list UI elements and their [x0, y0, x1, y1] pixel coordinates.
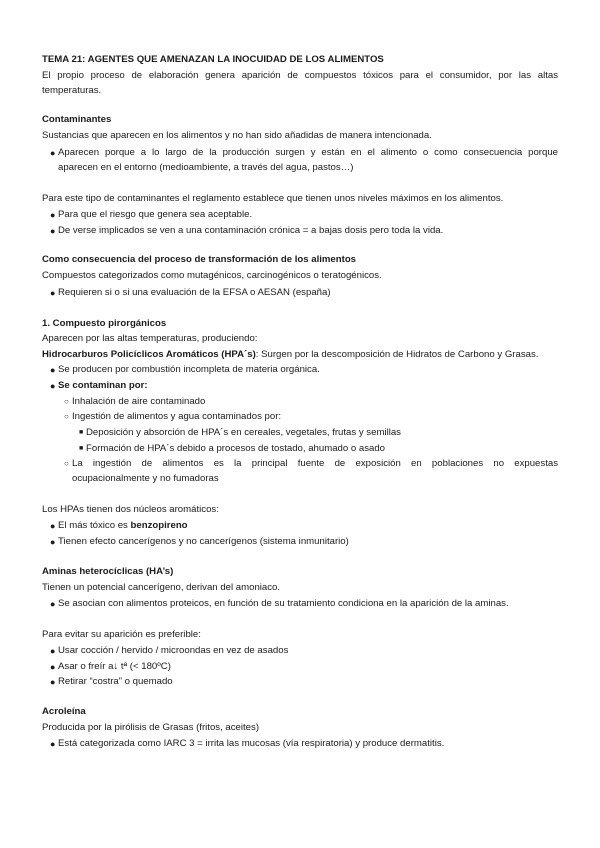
bullet-icon: ● [50, 288, 56, 298]
circle-bullet-icon: ○ [64, 397, 69, 406]
square-bullet-icon: ■ [79, 445, 84, 452]
pirorganicos-bullet-4: Tienen efecto cancerígenos y no cancerígenos (sistema inmunitario) [58, 536, 349, 547]
pirorganicos-bullet-3 [58, 518, 188, 534]
bullet-icon: ● [50, 537, 56, 547]
bullet-icon: ● [50, 210, 56, 220]
sub-item-3-line-2: ocupacionalmente y no fumadoras [72, 473, 219, 484]
acroleina-text: Producida por la pirólisis de Grasas (fritos, aceites) [42, 722, 260, 733]
circle-bullet-icon: ○ [64, 412, 69, 421]
bullet-icon: ● [50, 226, 56, 236]
acroleina-bullet: Está categorizada como IARC 3 = irrita las mucosas (vía respiratoria) y produce dermatitis. [58, 738, 445, 749]
bullet-icon: ● [50, 365, 56, 375]
sub-item-1: Inhalación de aire contaminado [72, 396, 206, 407]
bullet-icon: ● [50, 662, 56, 672]
contaminantes-bullet-1-line-2: aparecen en el entorno (medioambiente, a través del agua, pastos…) [58, 162, 354, 173]
document-title: TEMA 21: AGENTES QUE AMENAZAN LA INOCUIDAD DE LOS ALIMENTOS [42, 54, 384, 65]
reglamento-text: Para este tipo de contaminantes el reglamento establece que tienen unos niveles máximos en los alimentos. [42, 193, 504, 204]
bullet-icon: ● [50, 381, 56, 391]
bullet-icon: ● [50, 677, 56, 687]
contaminantes-bullet-1-line-1: Aparecen porque a lo largo de la producción surgen y están en el alimento o como consecuencia porque [58, 147, 558, 158]
aminas-text: Tienen un potencial cancerígeno, derivan del amoniaco. [42, 582, 281, 593]
bullet-icon: ● [50, 599, 56, 609]
sub-item-2: Ingestión de alimentos y agua contaminados por: [72, 411, 282, 422]
bullet-icon: ● [50, 646, 56, 656]
intro-line-2: temperaturas. [42, 85, 102, 96]
pirorganicos-bullet-1: Se producen por combustión incompleta de materia orgánica. [58, 364, 320, 375]
pirorganicos-heading: 1. Compuesto pirorgánicos [42, 318, 167, 329]
evitar-bullet-2: Asar o freír a↓ tª (< 180ºC) [58, 661, 171, 672]
square-bullet-icon: ■ [79, 429, 84, 436]
circle-bullet-icon: ○ [64, 459, 69, 468]
subsub-item-1: Deposición y absorción de HPA´s en cereales, vegetales, frutas y semillas [86, 427, 401, 438]
contaminantes-bullet-3: De verse implicados se ven a una contaminación crónica = a bajas dosis pero toda la vida. [58, 225, 444, 236]
bullet-icon: ● [50, 739, 56, 749]
sub-item-3-line-1: La ingestión de alimentos es la principal fuente de exposición en poblaciones no expuestas [72, 458, 558, 469]
benzopireno-term: benzopireno [130, 520, 188, 531]
aminas-heading: Aminas heterocíclicas (HA’s) [42, 566, 174, 577]
contaminantes-bullet-2: Para que el riesgo que genera sea aceptable. [58, 209, 253, 220]
consecuencia-heading: Como consecuencia del proceso de transformación de los alimentos [42, 254, 357, 265]
consecuencia-text: Compuestos categorizados como mutagénicos, carcinogénicos o teratogénicos. [42, 270, 382, 281]
bullet-icon: ● [50, 521, 56, 531]
consecuencia-bullet: Requieren si o si una evaluación de la EFSA o AESAN (españa) [58, 287, 331, 298]
pirorganicos-bullet-2: Se contaminan por: [58, 380, 148, 391]
aminas-bullet: Se asocian con alimentos proteicos, en función de su tratamiento condiciona en la aparición de la aminas. [58, 598, 509, 609]
intro-line-1: El propio proceso de elaboración genera aparición de compuestos tóxicos para el consumidor, por las altas [42, 70, 558, 81]
acroleina-heading: Acroleína [42, 706, 86, 717]
evitar-bullet-1: Usar cocción / hervido / microondas en vez de asados [58, 645, 289, 656]
hpa-term: Hidrocarburos Policíclicos Aromáticos (HPA´s) [42, 349, 256, 360]
subsub-item-2: Formación de HPA´s debido a procesos de tostado, ahumado o asado [86, 443, 386, 454]
bullet-icon: ● [50, 148, 56, 158]
evitar-text: Para evitar su aparición es preferible: [42, 629, 201, 640]
pirorganicos-text: Aparecen por las altas temperaturas, produciendo: [42, 333, 258, 344]
evitar-bullet-3: Retirar “costra” o quemado [58, 676, 173, 687]
hpa-definition [42, 347, 538, 363]
contaminantes-text: Sustancias que aparecen en los alimentos y no han sido añadidas de manera intencionada. [42, 130, 432, 141]
bullet-3-prefix: El más tóxico es [58, 520, 131, 531]
hpa-description: : Surgen por la descomposición de Hidratos de Carbono y Grasas. [255, 349, 539, 360]
nucleos-text: Los HPAs tienen dos núcleos aromáticos: [42, 504, 219, 515]
contaminantes-heading: Contaminantes [42, 114, 112, 125]
